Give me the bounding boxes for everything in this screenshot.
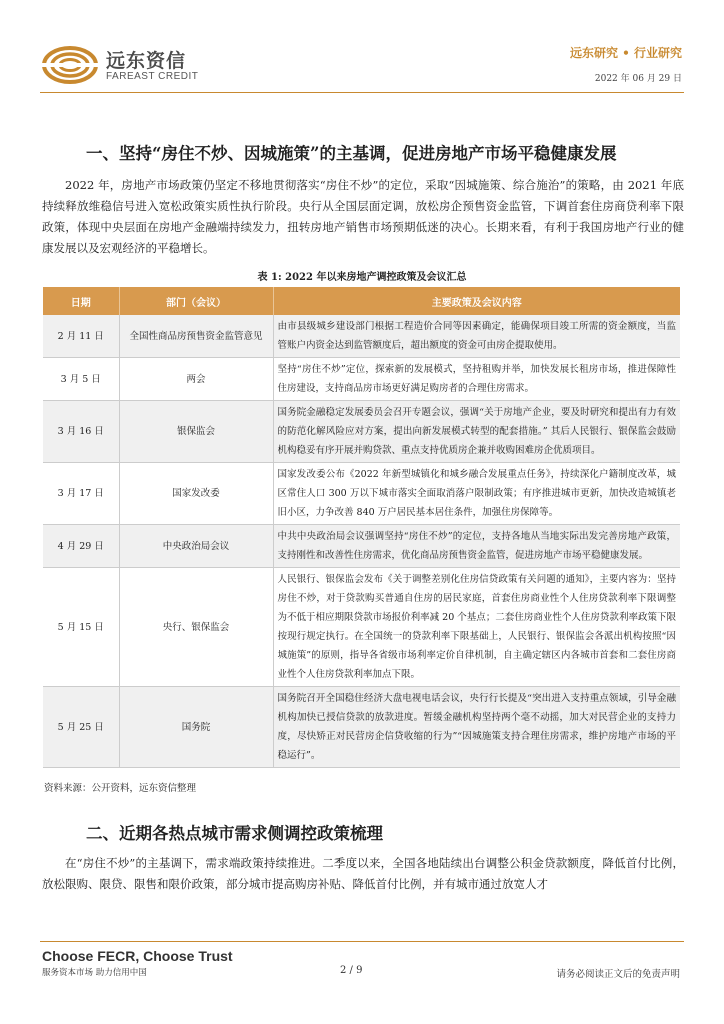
- table-source-note: 资料来源：公开资料，远东资信整理: [44, 783, 197, 794]
- page-number: 2 / 9: [340, 965, 363, 976]
- row-date: 3 月 5 日: [43, 358, 119, 401]
- row-content: 国家发改委公布《2022 年新型城镇化和城乡融合发展重点任务》，持续深化户籍制度改革，城区常住人口 300 万以下城市落实全面取消落户限制政策；有序推进城市更新，加快改造城镇老旧小区，力争改善 840 万户居民基本居住条件，加强住房保障等。: [273, 463, 680, 525]
- table-row: [43, 687, 680, 768]
- table-header-row: [43, 287, 680, 315]
- section-1-paragraph: [42, 175, 684, 259]
- fareast-logo-icon: [40, 44, 100, 86]
- row-dept: 央行、银保监会: [119, 568, 273, 687]
- footer-disclaimer: 请务必阅读正文后的免责声明: [556, 969, 680, 980]
- policy-table: [43, 287, 680, 768]
- row-content: 由市县级城乡建设部门根据工程造价合同等因素确定，能确保项目竣工所需的资金额度，当监管账户内资金达到监管额度后，超出额度的资金可由房企提取使用。: [273, 315, 680, 358]
- header-date: 日期: [43, 287, 119, 315]
- report-date: 2022 年 06 月 29 日: [594, 74, 682, 84]
- logo-english-name: FAREAST CREDIT: [106, 71, 199, 82]
- row-content: 国务院金融稳定发展委员会召开专题会议，强调“关于房地产企业，要及时研究和提出有力有效的防范化解风险应对方案，提出向新发展模式转型的配套措施。” 其后人民银行、银保监会鼓励机构稳妥有序开展并购贷款、重点支持优质房企兼并收购困难房企优质项目。: [273, 401, 680, 463]
- row-content: 坚持“房住不炒”定位，探索新的发展模式，坚持租购并举，加快发展长租房市场，推进保障性住房建设，支持商品房市场更好满足购房者的合理住房需求。: [273, 358, 680, 401]
- footer-divider: [40, 941, 684, 942]
- row-dept: 两会: [119, 358, 273, 401]
- row-content: 中共中央政治局会议强调坚持“房住不炒”的定位，支持各地从当地实际出发完善房地产政策，支持刚性和改善性住房需求，优化商品房预售资金监管，促进房地产市场平稳健康发展。: [273, 525, 680, 568]
- header-dept: 部门（会议）: [119, 287, 273, 315]
- row-date: 5 月 15 日: [43, 568, 119, 687]
- table-row: [43, 525, 680, 568]
- row-content: 国务院召开全国稳住经济大盘电视电话会议，央行行长提及“突出进入支持重点领域，引导金融机构加快已授信贷款的放款进度。暂缓金融机构坚持两个毫不动摇，加大对民营企业的支持力度，尽快矫正对民营房企信贷收缩的行为”“因城施策支持合理住房需求，维护房地产市场的平稳运行”。: [273, 687, 680, 768]
- section-2-paragraph: [42, 853, 684, 895]
- row-dept: 中央政治局会议: [119, 525, 273, 568]
- logo-chinese-name: 远东资信: [106, 50, 187, 72]
- table-row: [43, 463, 680, 525]
- row-date: 5 月 25 日: [43, 687, 119, 768]
- header-content: 主要政策及会议内容: [273, 287, 680, 315]
- row-date: 3 月 16 日: [43, 401, 119, 463]
- row-dept: 国务院: [119, 687, 273, 768]
- header-divider: [40, 92, 684, 93]
- footer-subslogan: 服务资本市场 助力信用中国: [42, 968, 147, 978]
- table-row: [43, 358, 680, 401]
- section-1-text: 2022 年，房地产市场政策仍坚定不移地贯彻落实“房住不炒”的定位，采取“因城施策、综合施治”的策略，由 2021 年底持续释放维稳信号进入宽松政策实质性执行阶段。央行从全国层面定调，放松房企预售资金监管，下调首套住房商贷利率下限政策，体现中央层面在房地产金融端持续发力，扭转房地产销售市场预期低迷的决心。长期来看，有利于我国房地产行业的健康发展以及宏观经济的平稳增长。: [42, 178, 684, 255]
- row-date: 4 月 29 日: [43, 525, 119, 568]
- footer-slogan: Choose FECR, Choose Trust: [42, 948, 233, 964]
- table-row: [43, 315, 680, 358]
- section-2-title: 二、近期各热点城市需求侧调控政策梳理: [86, 824, 383, 843]
- table-row: [43, 568, 680, 687]
- table-caption: 表 1: 2022 年以来房地产调控政策及会议汇总: [257, 272, 467, 283]
- table-row: [43, 401, 680, 463]
- row-dept: 全国性商品房预售资金监管意见: [119, 315, 273, 358]
- row-date: 2 月 11 日: [43, 315, 119, 358]
- row-content: 人民银行、银保监会发布《关于调整差别化住房信贷政策有关问题的通知》，主要内容为：坚持房住不炒，对于贷款购买普通自住房的居民家庭，首套住房商业性个人住房贷款利率下限调整为不低于相应期限贷款市场报价利率减 20 个基点；二套住房商业性个人住房贷款利率政策下限按现行规定执行。在全国统一的贷款利率下限基础上，人民银行、银保监会各派出机构按照“因城施策”的原则，指导各省级市场利率定价自律机制，自主确定辖区内各城市首套和二套住房商业性个人住房贷款利率加点下限。: [273, 568, 680, 687]
- row-dept: 国家发改委: [119, 463, 273, 525]
- report-category: 远东研究 • 行业研究: [569, 46, 682, 60]
- row-dept: 银保监会: [119, 401, 273, 463]
- section-2-text: 在“房住不炒”的主基调下，需求端政策持续推进。二季度以来，全国各地陆续出台调整公积金贷款额度，降低首付比例，放松限购、限贷、限售和限价政策，部分城市提高购房补贴、降低首付比例，并有城市通过放宽人才: [42, 856, 684, 891]
- row-date: 3 月 17 日: [43, 463, 119, 525]
- section-1-title: 一、坚持“房住不炒、因城施策”的主基调，促进房地产市场平稳健康发展: [86, 144, 617, 163]
